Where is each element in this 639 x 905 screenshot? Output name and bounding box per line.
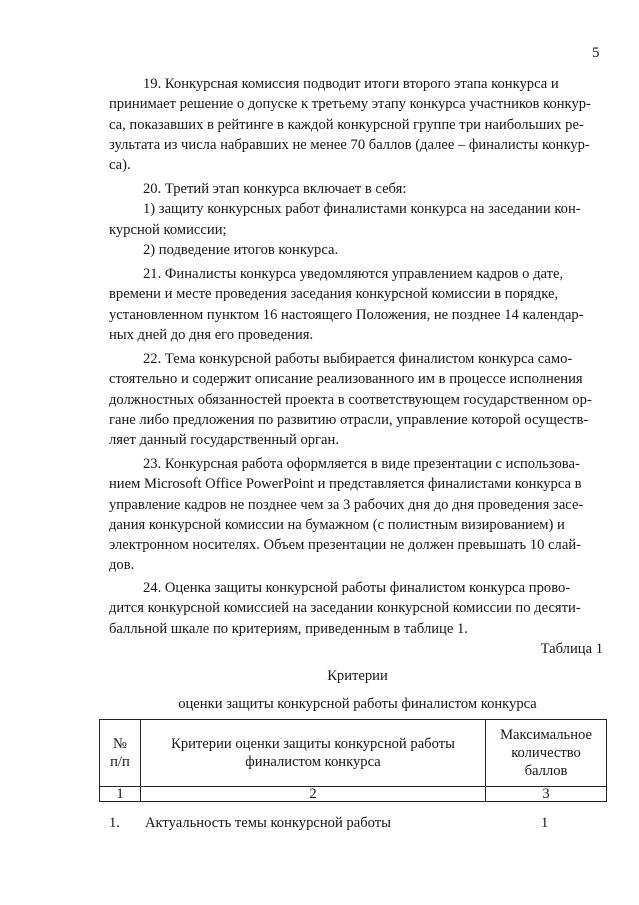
header-number: № п/п <box>100 720 141 787</box>
column-number: 3 <box>486 787 607 802</box>
paragraph-line: 1) защиту конкурсных работ финалистами конкурса на заседании кон- <box>143 201 581 218</box>
paragraph-line: са). <box>109 157 131 174</box>
paragraph-line: управление кадров не позднее чем за 3 рабочих дня до дня проведения засе- <box>109 496 584 513</box>
paragraph-line: 2) подведение итогов конкурса. <box>143 241 339 258</box>
paragraph-line: стоятельно и содержит описание реализованного им в процессе исполнения <box>109 371 583 388</box>
page-number: 5 <box>592 45 600 61</box>
paragraph-19 <box>109 74 606 175</box>
paragraph-line: дов. <box>109 557 135 574</box>
paragraph-line: балльной шкале по критериям, приведенным в таблице 1. <box>109 620 468 637</box>
paragraph-line: 24. Оценка защиты конкурсной работы финалистом конкурса прово- <box>143 580 571 596</box>
paragraph-line: времени и месте проведения заседания конкурсной комиссии в порядке, <box>109 286 559 303</box>
row-score: 1 <box>541 815 549 831</box>
paragraph-line: дания конкурсной комиссии на бумажном (с полистным визированием) и <box>109 516 565 533</box>
paragraph-line: принимает решение о допуске к третьему этапу конкурса участников конкур- <box>109 96 591 113</box>
table-subtitle: оценки защиты конкурсной работы финалистом конкурса <box>178 696 537 712</box>
table-label: Таблица 1 <box>540 641 603 657</box>
paragraph-line: 22. Тема конкурсной работы выбирается финалистом конкурса само- <box>143 351 573 367</box>
paragraph-line: курсной комиссии; <box>109 221 227 238</box>
paragraph-line: дится конкурсной комиссией на заседании конкурсной комиссии по десяти- <box>109 600 581 617</box>
column-number: 1 <box>100 787 141 802</box>
paragraph-line: 21. Финалисты конкурса уведомляются управлением кадров о дате, <box>143 266 564 282</box>
paragraph-line: электронном носителях. Объем презентации не должен превышать 10 слай- <box>109 537 581 554</box>
paragraph-line: са, показавших в рейтинге в каждой конкурсной группе три наибольших ре- <box>109 116 584 133</box>
paragraph-line: зультата из числа набравших не менее 70 баллов (далее – финалисты конкур- <box>109 136 590 153</box>
paragraph-24 <box>109 578 606 639</box>
paragraph-20 <box>109 179 606 260</box>
paragraph-line: 23. Конкурсная работа оформляется в виде презентации с использова- <box>143 456 580 472</box>
paragraph-line: 20. Третий этап конкурса включает в себя: <box>143 181 407 197</box>
table-title: Критерии <box>327 668 388 684</box>
paragraph-21 <box>109 264 606 345</box>
table-header-row <box>100 720 607 787</box>
header-criteria: Критерии оценки защиты конкурсной работы финалистом конкурса <box>140 720 485 787</box>
paragraph-line: 19. Конкурсная комиссия подводит итоги второго этапа конкурса и <box>143 76 559 92</box>
header-max-score: Максимальное количество баллов <box>486 720 607 787</box>
paragraph-line: должностных обязанностей проекта в соответствующем государственном ор- <box>109 391 592 408</box>
paragraph-line: гане либо предложения по развитию отрасли, управление которой осуществ- <box>109 411 589 428</box>
row-number: 1. <box>109 815 120 831</box>
paragraph-line: ных дней до дня его проведения. <box>109 326 314 343</box>
paragraph-22 <box>109 349 606 450</box>
paragraph-line: ляет данный государственный орган. <box>109 432 339 449</box>
column-number: 2 <box>140 787 485 802</box>
criteria-table <box>99 719 607 802</box>
paragraph-line: нием Microsoft Office PowerPoint и представляется финалистами конкурса в <box>109 476 582 493</box>
paragraph-23 <box>109 454 606 576</box>
table-numbering-row <box>100 787 607 802</box>
row-criterion: Актуальность темы конкурсной работы <box>145 815 391 831</box>
paragraph-line: установленном пунктом 16 настоящего Положения, не позднее 14 календар- <box>109 306 584 323</box>
